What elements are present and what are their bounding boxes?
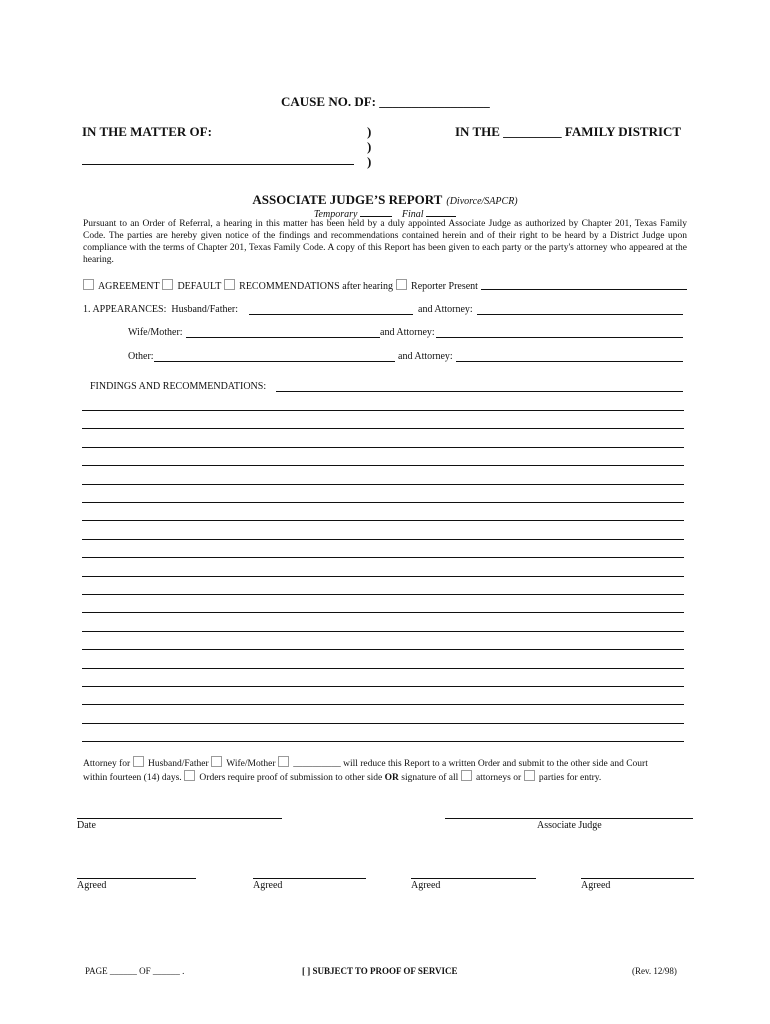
findings-writing-line[interactable] — [82, 557, 684, 558]
husband-attorney-label: and Attorney: — [418, 304, 473, 315]
court-label[interactable]: IN THE _________ FAMILY DISTRICT — [455, 124, 682, 139]
findings-writing-line[interactable] — [82, 576, 684, 577]
associate-judge-label: Associate Judge — [537, 820, 602, 831]
findings-writing-line[interactable] — [82, 520, 684, 521]
attorney-for-label: Attorney for — [83, 759, 131, 769]
other-attorney-line[interactable] — [456, 361, 683, 362]
agreed-line-2[interactable] — [253, 878, 366, 879]
attorney-note — [83, 756, 687, 784]
husband-attorney-line[interactable] — [477, 314, 683, 315]
agreed-line-1[interactable] — [77, 878, 196, 879]
temporary-blank[interactable] — [360, 206, 392, 217]
reporter-line[interactable] — [481, 289, 687, 290]
reporter-label: Reporter Present — [411, 281, 478, 292]
matter-label: IN THE MATTER OF: — [82, 124, 212, 139]
paren: ) — [367, 139, 372, 154]
findings-writing-line[interactable] — [82, 723, 684, 724]
agreement-checkbox[interactable] — [83, 279, 94, 290]
findings-writing-line[interactable] — [82, 539, 684, 540]
wife-attorney-line[interactable] — [436, 337, 683, 338]
wife-line[interactable] — [186, 337, 380, 338]
default-checkbox[interactable] — [162, 279, 173, 290]
appearances-label — [83, 304, 238, 315]
temporary-label: Temporary — [313, 209, 358, 220]
findings-writing-line[interactable] — [82, 686, 684, 687]
agreed-label-2: Agreed — [253, 880, 283, 891]
findings-line[interactable] — [276, 391, 683, 392]
attorneys-or-text: attorneys or — [476, 773, 522, 783]
findings-label: FINDINGS AND RECOMMENDATIONS: — [90, 381, 267, 392]
findings-writing-line[interactable] — [82, 649, 684, 650]
husband-label: Husband/Father: — [171, 304, 239, 315]
findings-writing-line[interactable] — [82, 447, 684, 448]
or-text: OR — [384, 773, 399, 783]
final-blank[interactable] — [426, 206, 456, 217]
attorneys-checkbox[interactable] — [461, 770, 472, 781]
paren: ) — [367, 124, 372, 139]
report-title-text: ASSOCIATE JUDGE’S REPORT — [252, 192, 443, 207]
husband-father-checkbox[interactable] — [133, 756, 144, 767]
proof-of-service[interactable]: [ ] SUBJECT TO PROOF OF SERVICE — [302, 966, 458, 976]
intro-paragraph: Pursuant to an Order of Referral, a hearing in this matter has been held by a duly appointed Associate Judge as authorized by Chapter 201, Texas Family Code. The parties are hereby given notice of the findings and recommendations contained herein and of their right to be heard by a District Judge upon compliance with the terms of Chapter 201, Texas Family Code. A copy of this Report has been given to each party or the party's attorney who appeared at the hearing. — [83, 219, 687, 265]
report-title-subtype: (Divorce/SAPCR) — [446, 196, 518, 207]
agreed-line-3[interactable] — [411, 878, 536, 879]
findings-writing-line[interactable] — [82, 410, 684, 411]
revision-label: (Rev. 12/98) — [632, 966, 677, 976]
findings-writing-line[interactable] — [82, 668, 684, 669]
other-party-blank[interactable]: __________ — [293, 759, 341, 769]
matter-name-line[interactable] — [82, 164, 354, 165]
other-party-checkbox[interactable] — [278, 756, 289, 767]
page-number: PAGE ______ OF ______ . — [85, 966, 185, 976]
paren: ) — [367, 154, 372, 169]
recommendations-checkbox[interactable] — [224, 279, 235, 290]
associate-judge-line[interactable] — [445, 818, 693, 819]
wife-mother-label: Wife/Mother — [226, 759, 276, 769]
agreed-label-3: Agreed — [411, 880, 441, 891]
findings-writing-line[interactable] — [82, 612, 684, 613]
agreement-label: AGREEMENT — [97, 281, 160, 292]
husband-father-label: Husband/Father — [147, 759, 209, 769]
wife-label: Wife/Mother: — [128, 327, 183, 338]
attorney-note-line-1 — [83, 756, 687, 770]
cause-number[interactable]: CAUSE NO. DF: _________________ — [281, 94, 490, 109]
other-label: Other: — [128, 351, 154, 362]
will-reduce-text: will reduce this Report to a written Order and submit to the other side and Court — [343, 759, 648, 769]
findings-writing-line[interactable] — [82, 465, 684, 466]
parties-checkbox[interactable] — [524, 770, 535, 781]
findings-writing-line[interactable] — [82, 502, 684, 503]
default-label: DEFAULT — [177, 281, 222, 292]
findings-writing-line[interactable] — [82, 428, 684, 429]
wife-mother-checkbox[interactable] — [211, 756, 222, 767]
attorney-note-line-2 — [83, 770, 687, 784]
agreed-line-4[interactable] — [581, 878, 694, 879]
findings-writing-line[interactable] — [82, 704, 684, 705]
findings-writing-line[interactable] — [82, 631, 684, 632]
orders-require-checkbox[interactable] — [184, 770, 195, 781]
parties-text: parties for entry. — [538, 773, 602, 783]
agreed-label-1: Agreed — [77, 880, 107, 891]
husband-line[interactable] — [249, 314, 413, 315]
other-line[interactable] — [154, 361, 395, 362]
within-days-text: within fourteen (14) days. — [83, 773, 182, 783]
date-label: Date — [77, 820, 96, 831]
options-row — [83, 279, 478, 292]
date-line[interactable] — [77, 818, 282, 819]
other-attorney-label: and Attorney: — [398, 351, 453, 362]
agreed-label-4: Agreed — [581, 880, 611, 891]
recommendations-label: RECOMMENDATIONS after hearing — [239, 281, 394, 292]
findings-writing-line[interactable] — [82, 741, 684, 742]
orders-require-text: Orders require proof of submission to other side — [199, 773, 383, 783]
reporter-checkbox[interactable] — [396, 279, 407, 290]
findings-writing-line[interactable] — [82, 594, 684, 595]
appearances-number-label: 1. APPEARANCES: — [83, 304, 167, 315]
findings-writing-line[interactable] — [82, 484, 684, 485]
final-label: Final — [401, 209, 424, 220]
wife-attorney-label: and Attorney: — [380, 327, 435, 338]
signature-text: signature of all — [401, 773, 459, 783]
